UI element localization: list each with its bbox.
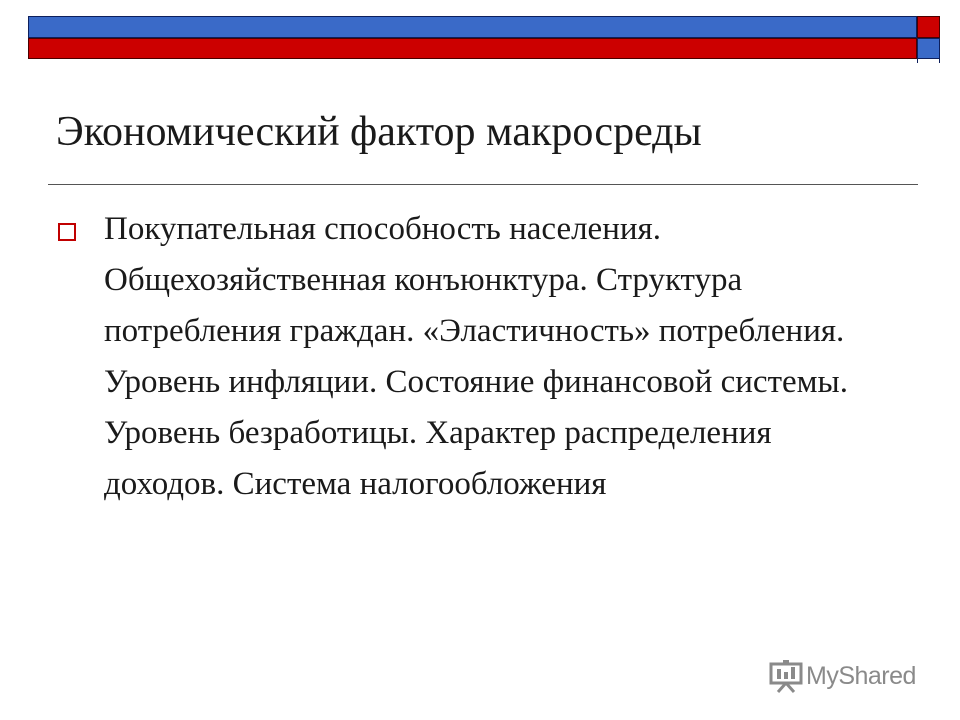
presentation-board-icon (768, 658, 804, 694)
header-bar-red (28, 38, 917, 59)
watermark-logo (768, 656, 938, 696)
square-bullet-icon (58, 223, 76, 241)
corner-square-outline (917, 59, 940, 63)
slide-title: Экономический фактор макросреды (56, 109, 702, 155)
corner-square-red (917, 16, 940, 38)
header-bar-blue (28, 16, 917, 38)
corner-square-blue (917, 38, 940, 59)
watermark-text: MyShared (806, 661, 916, 690)
title-divider (48, 184, 918, 185)
bullet-text: Покупательная способность населения. Общехозяйственная конъюнктура. Структура потребления граждан. «Эластичность» потребления. Уровень инфляции. Состояние финансовой системы. Уровень безработицы. Характер распределения доходов. Система налогообложения (104, 211, 848, 502)
